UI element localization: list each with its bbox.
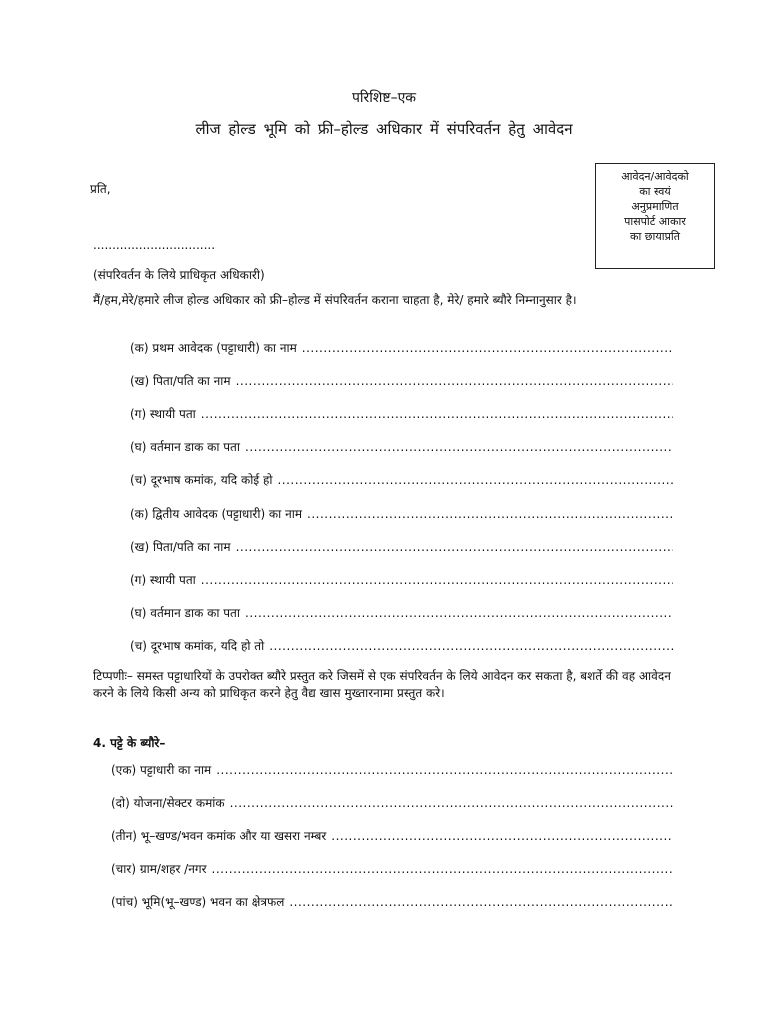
field-row[interactable] xyxy=(130,438,673,455)
fill-line[interactable] xyxy=(269,639,673,653)
field-row[interactable] xyxy=(130,505,673,522)
fill-line[interactable] xyxy=(212,862,673,876)
lease-field-row[interactable] xyxy=(111,893,673,910)
fill-line[interactable] xyxy=(331,829,673,843)
field-label: (ख) पिता/पति का नाम xyxy=(130,374,231,388)
field-label: (चार) ग्राम/शहर /नगर xyxy=(111,862,207,876)
photo-box-line: का छायाप्रति xyxy=(630,230,680,243)
field-label: (ख) पिता/पति का नाम xyxy=(130,540,231,554)
form-title: लीज होल्ड भूमि को फ्री–होल्ड अधिकार में संपरिवर्तन हेतु आवेदन xyxy=(195,120,573,138)
field-label: (तीन) भू–खण्ड/भवन कमांक और या खसरा नम्बर xyxy=(111,829,327,843)
field-label: (ग) स्थायी पता xyxy=(130,407,196,421)
field-row[interactable] xyxy=(130,637,673,654)
field-label: (च) दूरभाष कमांक, यदि हो तो xyxy=(130,639,265,653)
field-label: (दो) योजना/सेक्टर कमांक xyxy=(111,796,225,810)
lease-field-row[interactable] xyxy=(111,761,673,778)
field-label: (पांच) भूमि(भू–खण्ड) भवन का क्षेत्रफल xyxy=(111,895,285,909)
field-row[interactable] xyxy=(130,571,673,588)
note-paragraph: टिप्पणीः– समस्त पट्टाधारियों के उपरोक्त ब्यौरे प्रस्तुत करे जिसमें से एक संपरिवर्तन के लिये आवेदन कर सकता है, बशर्ते की वह आवेदन करने के लिये किसी अन्य को प्राधिकृत करने हेतु वैद्य खास मुख्तारनामा प्रस्तुत करे। xyxy=(93,669,671,700)
field-row[interactable] xyxy=(130,405,673,422)
photo-box-line: पासपोर्ट आकार xyxy=(624,215,686,228)
fill-line[interactable] xyxy=(236,540,673,554)
field-row[interactable] xyxy=(130,372,673,389)
field-row[interactable] xyxy=(130,604,673,621)
field-label: (घ) वर्तमान डाक का पता xyxy=(130,606,241,620)
fill-line[interactable] xyxy=(302,341,673,355)
fill-line[interactable] xyxy=(289,895,673,909)
lease-field-row[interactable] xyxy=(111,794,673,811)
addressee-blank[interactable]: ................................ xyxy=(93,238,216,252)
photo-box-line: आवेदन/आवेदको xyxy=(621,170,689,183)
fill-line[interactable] xyxy=(216,763,673,777)
addressee-to: प्रति, xyxy=(90,182,111,196)
fill-line[interactable] xyxy=(201,573,673,587)
field-label: (एक) पट्टाधारी का नाम xyxy=(111,763,212,777)
field-label: (क) प्रथम आवेदक (पट्टाधारी) का नाम xyxy=(130,341,297,355)
fill-line[interactable] xyxy=(307,507,673,521)
fill-line[interactable] xyxy=(277,473,673,487)
field-row[interactable] xyxy=(130,339,673,356)
appendix-title: परिशिष्ट–एक xyxy=(351,90,417,106)
field-label: (च) दूरभाष कमांक, यदि कोई हो xyxy=(130,473,273,487)
field-label: (क) द्वितीय आवेदक (पट्टाधारी) का नाम xyxy=(130,507,303,521)
photo-box-line: का स्वयं xyxy=(639,185,671,198)
lease-field-row[interactable] xyxy=(111,860,673,877)
field-label: (ग) स्थायी पता xyxy=(130,573,196,587)
addressee-authority: (संपरिवर्तन के लिये प्राधिकृत अधिकारी) xyxy=(93,268,265,282)
fill-line[interactable] xyxy=(230,796,673,810)
fill-line[interactable] xyxy=(245,606,673,620)
fill-line[interactable] xyxy=(201,407,673,421)
photo-box-line: अनुप्रमाणित xyxy=(631,200,679,213)
intro-paragraph: मैं/हम,मेरे/हमारे लीज होल्ड अधिकार को फ्री–होल्ड में संपरिवर्तन कराना चाहता है, मेरे/ हमारे ब्यौरे निम्नानुसार है। xyxy=(93,293,577,307)
lease-field-row[interactable] xyxy=(111,827,673,844)
fill-line[interactable] xyxy=(245,440,673,454)
field-label: (घ) वर्तमान डाक का पता xyxy=(130,440,241,454)
field-row[interactable] xyxy=(130,471,673,488)
lease-heading: 4. पट्टे के ब्यौरे– xyxy=(93,736,166,750)
field-row[interactable] xyxy=(130,538,673,555)
fill-line[interactable] xyxy=(236,374,673,388)
photo-box xyxy=(595,163,715,269)
